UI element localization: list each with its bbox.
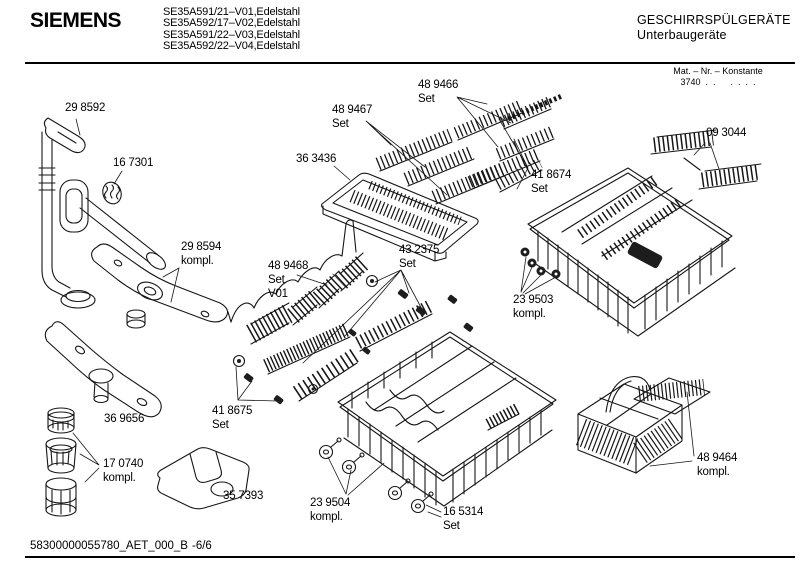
part-label-432375: 43 2375 Set [399,244,440,270]
part-label-363436: 36 3436 [296,153,337,165]
part-label-489466: 48 9466 Set [418,79,459,105]
page-indicator: -6/6 [192,540,212,552]
category-title: GESCHIRRSPÜLGERÄTE [637,13,791,27]
part-label-239503: 23 9503 kompl. [513,294,554,320]
part-label-298592: 29 8592 [65,102,106,114]
category-subtitle: Unterbaugeräte [637,28,727,42]
part-label-170740: 17 0740 kompl. [103,458,144,484]
inlet-pipe-art [39,118,168,308]
part-label-489467: 48 9467 Set [332,104,373,130]
part-label-165314: 16 5314 Set [443,506,484,532]
lower-spray-arm-art [45,322,161,417]
lower-basket-art [338,332,556,506]
model-line: SE35A592/22–V04,Edelstahl [163,40,300,53]
document-id: 58300000055780_AET_000_B [30,540,188,552]
model-line: SE35A591/22–V03,Edelstahl [163,28,300,41]
part-label-369656: 36 9656 [104,413,145,425]
part-label-298594: 29 8594 kompl. [181,241,222,267]
part-label-357393: 35 7393 [223,490,264,502]
strainer-art [100,180,124,206]
part-label-167301: 16 7301 [113,157,154,169]
mat-nr-label: Mat. – Nr. – Konstante [673,66,763,76]
part-label-489468: 48 9468 Set V01 [268,260,309,300]
filter-stack-art [46,408,76,516]
footer-rule [25,556,795,558]
part-label-239504: 23 9504 kompl. [310,497,351,523]
check-valve-art [127,310,145,328]
part-label-418674: 41 8674 Set [531,169,572,195]
model-line: SE35A592/17–V02,Edelstahl [163,17,300,30]
part-label-093044: 09 3044 [706,127,747,139]
part-label-418675: 41 8675 Set [212,405,253,431]
model-line: SE35A591/21–V01,Edelstahl [163,6,300,18]
siemens-logo: SIEMENS [30,9,122,32]
mat-nr-value: 3740 . . . . . . [680,76,756,87]
part-label-489464: 48 9464 kompl. [697,452,738,478]
